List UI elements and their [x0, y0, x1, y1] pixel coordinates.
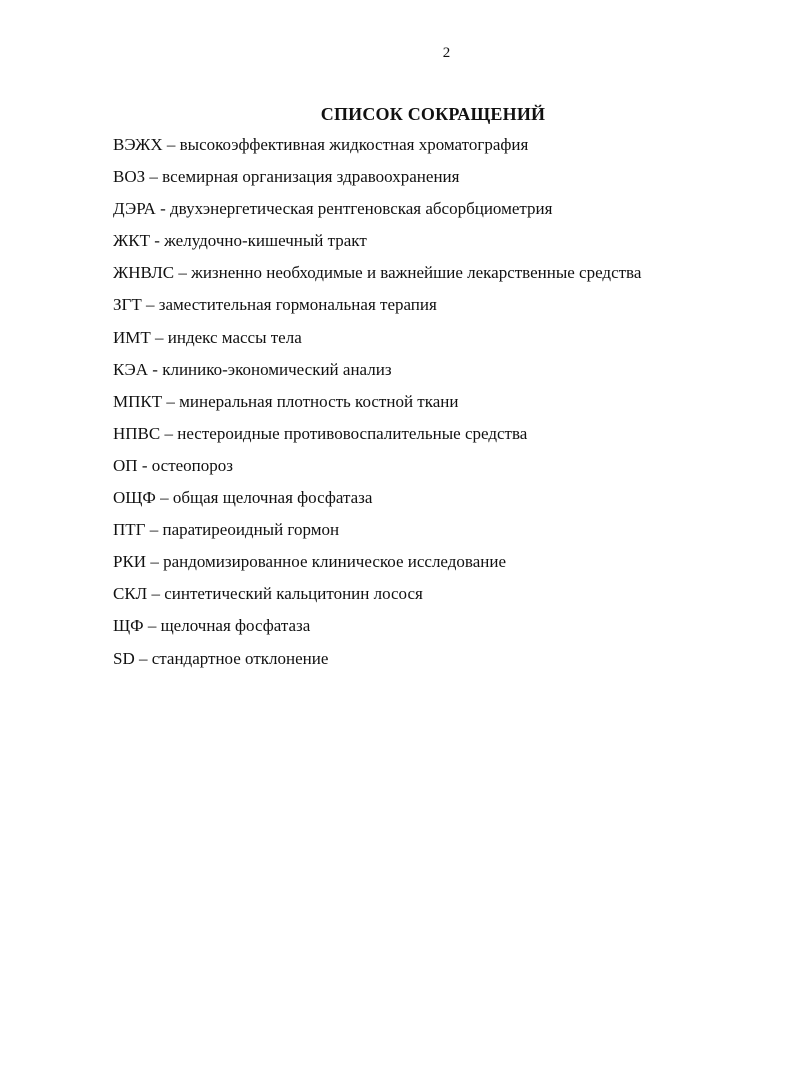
abbreviation-term: МПКТ: [113, 391, 163, 411]
abbreviation-term: НПВС: [113, 423, 161, 443]
abbreviation-separator: –: [155, 488, 173, 508]
abbreviation-definition: стандартное отклонение: [151, 648, 329, 668]
abbreviation-list: [113, 133, 753, 679]
abbreviation-definition: клинико-экономический анализ: [162, 359, 392, 379]
abbreviation-definition: минеральная плотность костной ткани: [179, 391, 459, 411]
abbreviation-separator: –: [145, 167, 163, 187]
abbreviation-separator: –: [143, 616, 161, 636]
abbreviation-separator: -: [148, 359, 163, 379]
abbreviation-separator: –: [174, 263, 192, 283]
abbreviation-item: [113, 261, 753, 293]
abbreviation-term: ДЭРА: [113, 199, 156, 219]
abbreviation-separator: –: [162, 135, 180, 154]
abbreviation-definition: остеопороз: [151, 455, 233, 475]
abbreviation-separator: –: [141, 295, 159, 315]
abbreviation-definition: щелочная фосфатаза: [160, 616, 311, 636]
abbreviation-definition: всемирная организация здравоохранения: [162, 167, 460, 187]
abbreviation-term: КЭА: [113, 359, 149, 379]
abbreviation-definition: рандомизированное клиническое исследование: [163, 552, 506, 572]
abbreviation-definition: заместительная гормональная терапия: [158, 295, 437, 315]
abbreviation-item: [113, 422, 753, 454]
abbreviation-item: [113, 647, 753, 679]
abbreviation-term: ЩФ: [113, 616, 144, 636]
abbreviation-definition: индекс массы тела: [167, 327, 302, 347]
abbreviation-separator: -: [137, 455, 152, 475]
abbreviation-definition: общая щелочная фосфатаза: [172, 488, 373, 508]
abbreviation-item: [113, 358, 753, 390]
abbreviation-term: СКЛ: [113, 584, 148, 604]
abbreviation-item: [113, 550, 753, 582]
abbreviation-separator: –: [147, 584, 165, 604]
abbreviation-item: [113, 454, 753, 486]
abbreviation-separator: –: [145, 520, 163, 540]
abbreviation-definition: паратиреоидный гормон: [162, 520, 340, 540]
abbreviation-separator: -: [155, 199, 170, 219]
abbreviation-separator: -: [149, 231, 165, 251]
abbreviation-term: ВОЗ: [113, 167, 146, 187]
abbreviation-item: [113, 582, 753, 614]
abbreviation-item: [113, 390, 753, 422]
abbreviation-separator: –: [162, 391, 180, 411]
abbreviation-definition: синтетический кальцитонин лосося: [164, 584, 423, 604]
abbreviation-item: [113, 614, 753, 646]
abbreviation-item: [113, 165, 753, 197]
abbreviation-item: [113, 133, 753, 165]
abbreviation-term: ИМТ: [113, 327, 151, 347]
abbreviation-item: [113, 518, 753, 550]
abbreviation-item: [113, 486, 753, 518]
abbreviation-term: ЗГТ: [113, 295, 142, 315]
abbreviation-definition: высокоэффективная жидкостная хроматография: [179, 135, 529, 154]
page-number: 2: [442, 45, 451, 61]
abbreviation-item: [113, 197, 753, 229]
abbreviation-definition: желудочно-кишечный тракт: [164, 231, 367, 251]
abbreviation-term: SD: [113, 648, 135, 668]
abbreviation-separator: –: [150, 327, 168, 347]
abbreviation-term: ОП: [113, 455, 138, 475]
abbreviation-term: ЖКТ: [113, 231, 150, 251]
abbreviation-separator: –: [134, 648, 152, 668]
abbreviation-separator: –: [160, 423, 178, 443]
abbreviation-definition: нестероидные противовоспалительные средства: [177, 423, 528, 443]
abbreviation-separator: –: [146, 552, 164, 572]
abbreviation-definition: жизненно необходимые и важнейшие лекарственные средства: [191, 263, 642, 283]
abbreviation-term: ПТГ: [113, 520, 146, 540]
page-title: СПИСОК СОКРАЩЕНИЙ: [320, 104, 546, 124]
abbreviation-item: [113, 326, 753, 358]
abbreviation-term: РКИ: [113, 552, 147, 572]
abbreviation-definition: двухэнергетическая рентгеновская абсорбциометрия: [169, 199, 553, 219]
abbreviation-term: ОЩФ: [113, 488, 156, 508]
abbreviation-item: [113, 293, 753, 325]
abbreviation-term: ВЭЖХ: [113, 135, 163, 154]
abbreviation-term: ЖНВЛС: [113, 263, 175, 283]
abbreviation-item: [113, 229, 753, 261]
